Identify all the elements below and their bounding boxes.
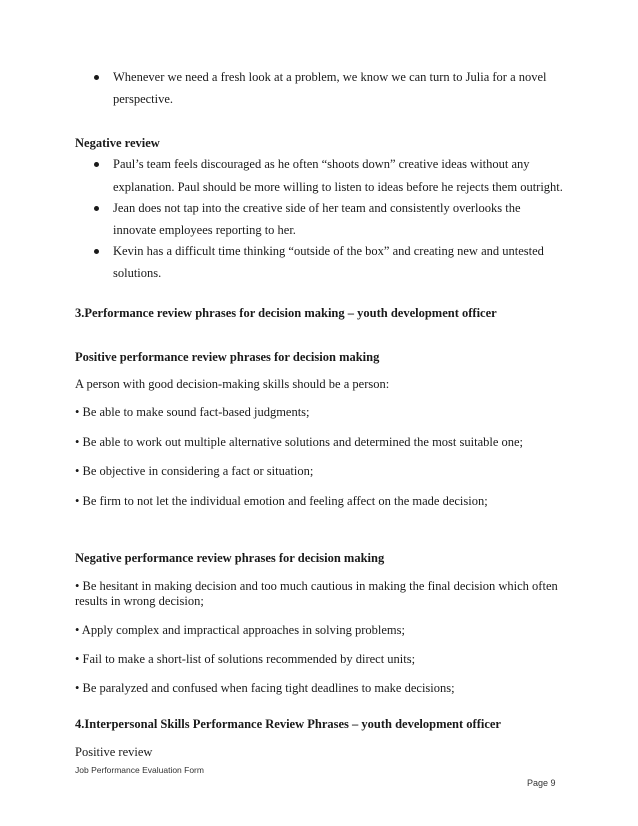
- negative-bullet-2-line2: innovate employees reporting to her.: [113, 223, 296, 237]
- bullet-dot: [94, 249, 99, 254]
- bullet-dot: [94, 162, 99, 167]
- section3-positive-intro: A person with good decision-making skills should be a person:: [75, 377, 390, 391]
- positive-item: • Be able to make sound fact-based judgments;: [75, 405, 310, 419]
- footer-document-title: Job Performance Evaluation Form: [75, 765, 204, 775]
- footer-page-number: Page 9: [527, 778, 556, 788]
- negative-item: • Be paralyzed and confused when facing tight deadlines to make decisions;: [75, 681, 455, 695]
- section3-positive-heading: Positive performance review phrases for decision making: [75, 350, 380, 364]
- positive-item: • Be firm to not let the individual emotion and feeling affect on the made decision;: [75, 494, 488, 508]
- section4-heading: 4.Interpersonal Skills Performance Review Phrases – youth development officer: [75, 717, 501, 731]
- negative-bullet-1-line2: explanation. Paul should be more willing to listen to ideas before he rejects them outright.: [113, 180, 563, 194]
- negative-bullet-1-line1: Paul’s team feels discouraged as he often “shoots down” creative ideas without any: [113, 157, 530, 171]
- positive-item: • Be able to work out multiple alternative solutions and determined the most suitable one;: [75, 435, 524, 449]
- negative-item-line2: results in wrong decision;: [75, 594, 204, 608]
- intro-bullet-line2: perspective.: [113, 92, 174, 106]
- negative-item: • Apply complex and impractical approaches in solving problems;: [75, 623, 405, 637]
- bullet-dot: [94, 75, 99, 80]
- negative-bullet-3-line1: Kevin has a difficult time thinking “outside of the box” and creating new and untested: [113, 244, 544, 258]
- section3-heading: 3.Performance review phrases for decision making – youth development officer: [75, 306, 497, 320]
- section4-positive-review: Positive review: [75, 745, 153, 759]
- negative-bullet-3-line2: solutions.: [113, 266, 162, 280]
- bullet-dot: [94, 206, 99, 211]
- section3-negative-heading: Negative performance review phrases for decision making: [75, 551, 385, 565]
- negative-item-line1: • Be hesitant in making decision and too much cautious in making the final decision which often: [75, 579, 558, 593]
- negative-review-heading: Negative review: [75, 136, 160, 150]
- intro-bullet-line1: Whenever we need a fresh look at a problem, we know we can turn to Julia for a novel: [113, 70, 547, 84]
- positive-item: • Be objective in considering a fact or situation;: [75, 464, 314, 478]
- negative-bullet-2-line1: Jean does not tap into the creative side of her team and consistently overlooks the: [113, 201, 521, 215]
- negative-item: • Fail to make a short-list of solutions recommended by direct units;: [75, 652, 416, 666]
